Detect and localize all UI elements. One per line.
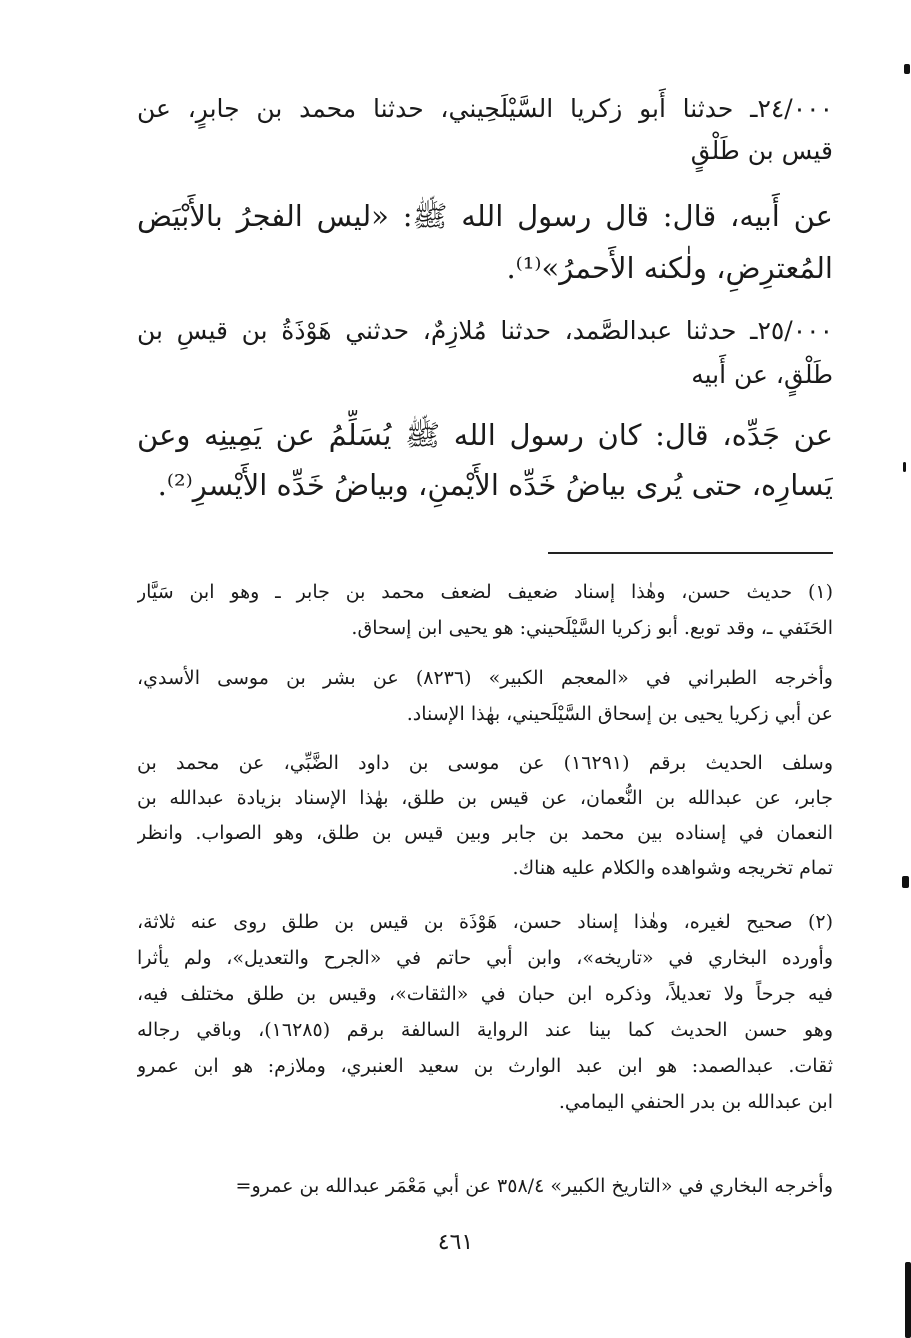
scan-edge-mark <box>903 462 906 472</box>
text-line: طَلْقٍ، عن أَبيه <box>691 360 833 389</box>
footnote-2 <box>137 904 833 1120</box>
footnote-1-takhrij <box>137 660 833 732</box>
text-line: قيس بن طَلْقٍ <box>690 136 833 165</box>
text-line: عن جَدِّه، قال: كان رسول الله ﷺ يُسَلِّمُ عن يَمِينِه وعن <box>137 418 833 452</box>
footnote-line: وأخرجه البخاري في «التاريخ الكبير» ٣٥٨/٤ عن أبي مَعْمَر عبدالله بن عمرو= <box>235 1175 833 1197</box>
page-number: ٤٦١ <box>437 1230 474 1255</box>
scan-edge-mark <box>904 64 910 74</box>
text-line: يَسارِه، حتى يُرى بياضُ خَدِّه الأَيْمنِ، وبياضُ خَدِّه الأَيْسرِ⁽²⁾. <box>157 468 833 502</box>
footnote-line: الحَنَفي ـ، وقد توبع. أبو زكريا السَّيْلَحيني: هو يحيى ابن إسحاق. <box>351 617 833 639</box>
hadith-25-isnad <box>137 309 833 397</box>
footnote-line: جابر، عن عبدالله بن النُّعمان، عن قيس بن طلق، بهٰذا الإسناد بزيادة عبدالله بن <box>137 787 833 809</box>
footnote-line: وأخرجه الطبراني في «المعجم الكبير» (٨٢٣٦) عن بشر بن موسى الأسدي، <box>137 667 833 689</box>
footnote-line: وأورده البخاري في «تاريخه»، وابن أبي حاتم في «الجرح والتعديل»، ولم يأثرا <box>137 947 833 969</box>
footnote-2-takhrij <box>137 1168 833 1204</box>
footnote-line: وهو حسن الحديث كما بينا عند الرواية السالفة برقم (١٦٢٨٥)، وباقي رجاله <box>137 1019 833 1041</box>
footnote-line: وسلف الحديث برقم (١٦٢٩١) عن موسى بن داود الضَّبِّي، عن محمد بن <box>137 752 833 774</box>
footnote-line: (١) حديث حسن، وهٰذا إسناد ضعيف لضعف محمد بن جابر ـ وهو ابن سَيَّار <box>137 581 833 603</box>
hadith-24-matn <box>137 190 833 294</box>
text-line: المُعترِضِ، ولٰكنه الأَحمرُ»⁽¹⁾. <box>506 251 833 285</box>
hadith-24-isnad <box>137 88 833 172</box>
text-line: ٢٥/٠٠٠ـ حدثنا عبدالصَّمد، حدثنا مُلازِمٌ، حدثني هَوْذَةُ بن قيسِ بن <box>137 316 833 345</box>
footnote-line: النعمان في إسناده بين محمد بن جابر وبين قيس بن طلق، وهو الصواب. وانظر <box>137 822 833 844</box>
footnote-line: (٢) صحيح لغيره، وهٰذا إسناد حسن، هَوْذَة بن قيس بن طلق روى عنه ثلاثة، <box>137 911 833 933</box>
hadith-25-matn <box>137 410 833 510</box>
text-line: عن أَبيه، قال: قال رسول الله ﷺ: «ليس الفجرُ بالأَبْيَض <box>137 199 833 233</box>
footnote-line: ثقات. عبدالصمد: هو ابن عبد الوارث بن سعيد العنبري، وملازم: هو ابن عمرو <box>137 1055 833 1077</box>
footnote-line: تمام تخريجه وشواهده والكلام عليه هناك. <box>512 857 833 879</box>
scan-edge-mark <box>905 1262 911 1338</box>
footnote-line: ابن عبدالله بن بدر الحنفي اليمامي. <box>558 1091 833 1113</box>
footnote-line: عن أبي زكريا يحيى بن إسحاق السَّيْلَحيني، بهٰذا الإسناد. <box>406 703 833 725</box>
scan-edge-mark <box>902 876 909 888</box>
footnote-separator <box>548 552 833 554</box>
footnote-1 <box>137 574 833 646</box>
text-line: ٢٤/٠٠٠ـ حدثنا أَبو زكريا السَّيْلَحِيني، حدثنا محمد بن جابرٍ، عن <box>137 94 833 123</box>
footnote-line: فيه جرحاً ولا تعديلاً، وذكره ابن حبان في «الثقات»، وقيس بن طلق مختلف فيه، <box>137 983 833 1005</box>
footnote-1-sabaq <box>137 746 833 886</box>
